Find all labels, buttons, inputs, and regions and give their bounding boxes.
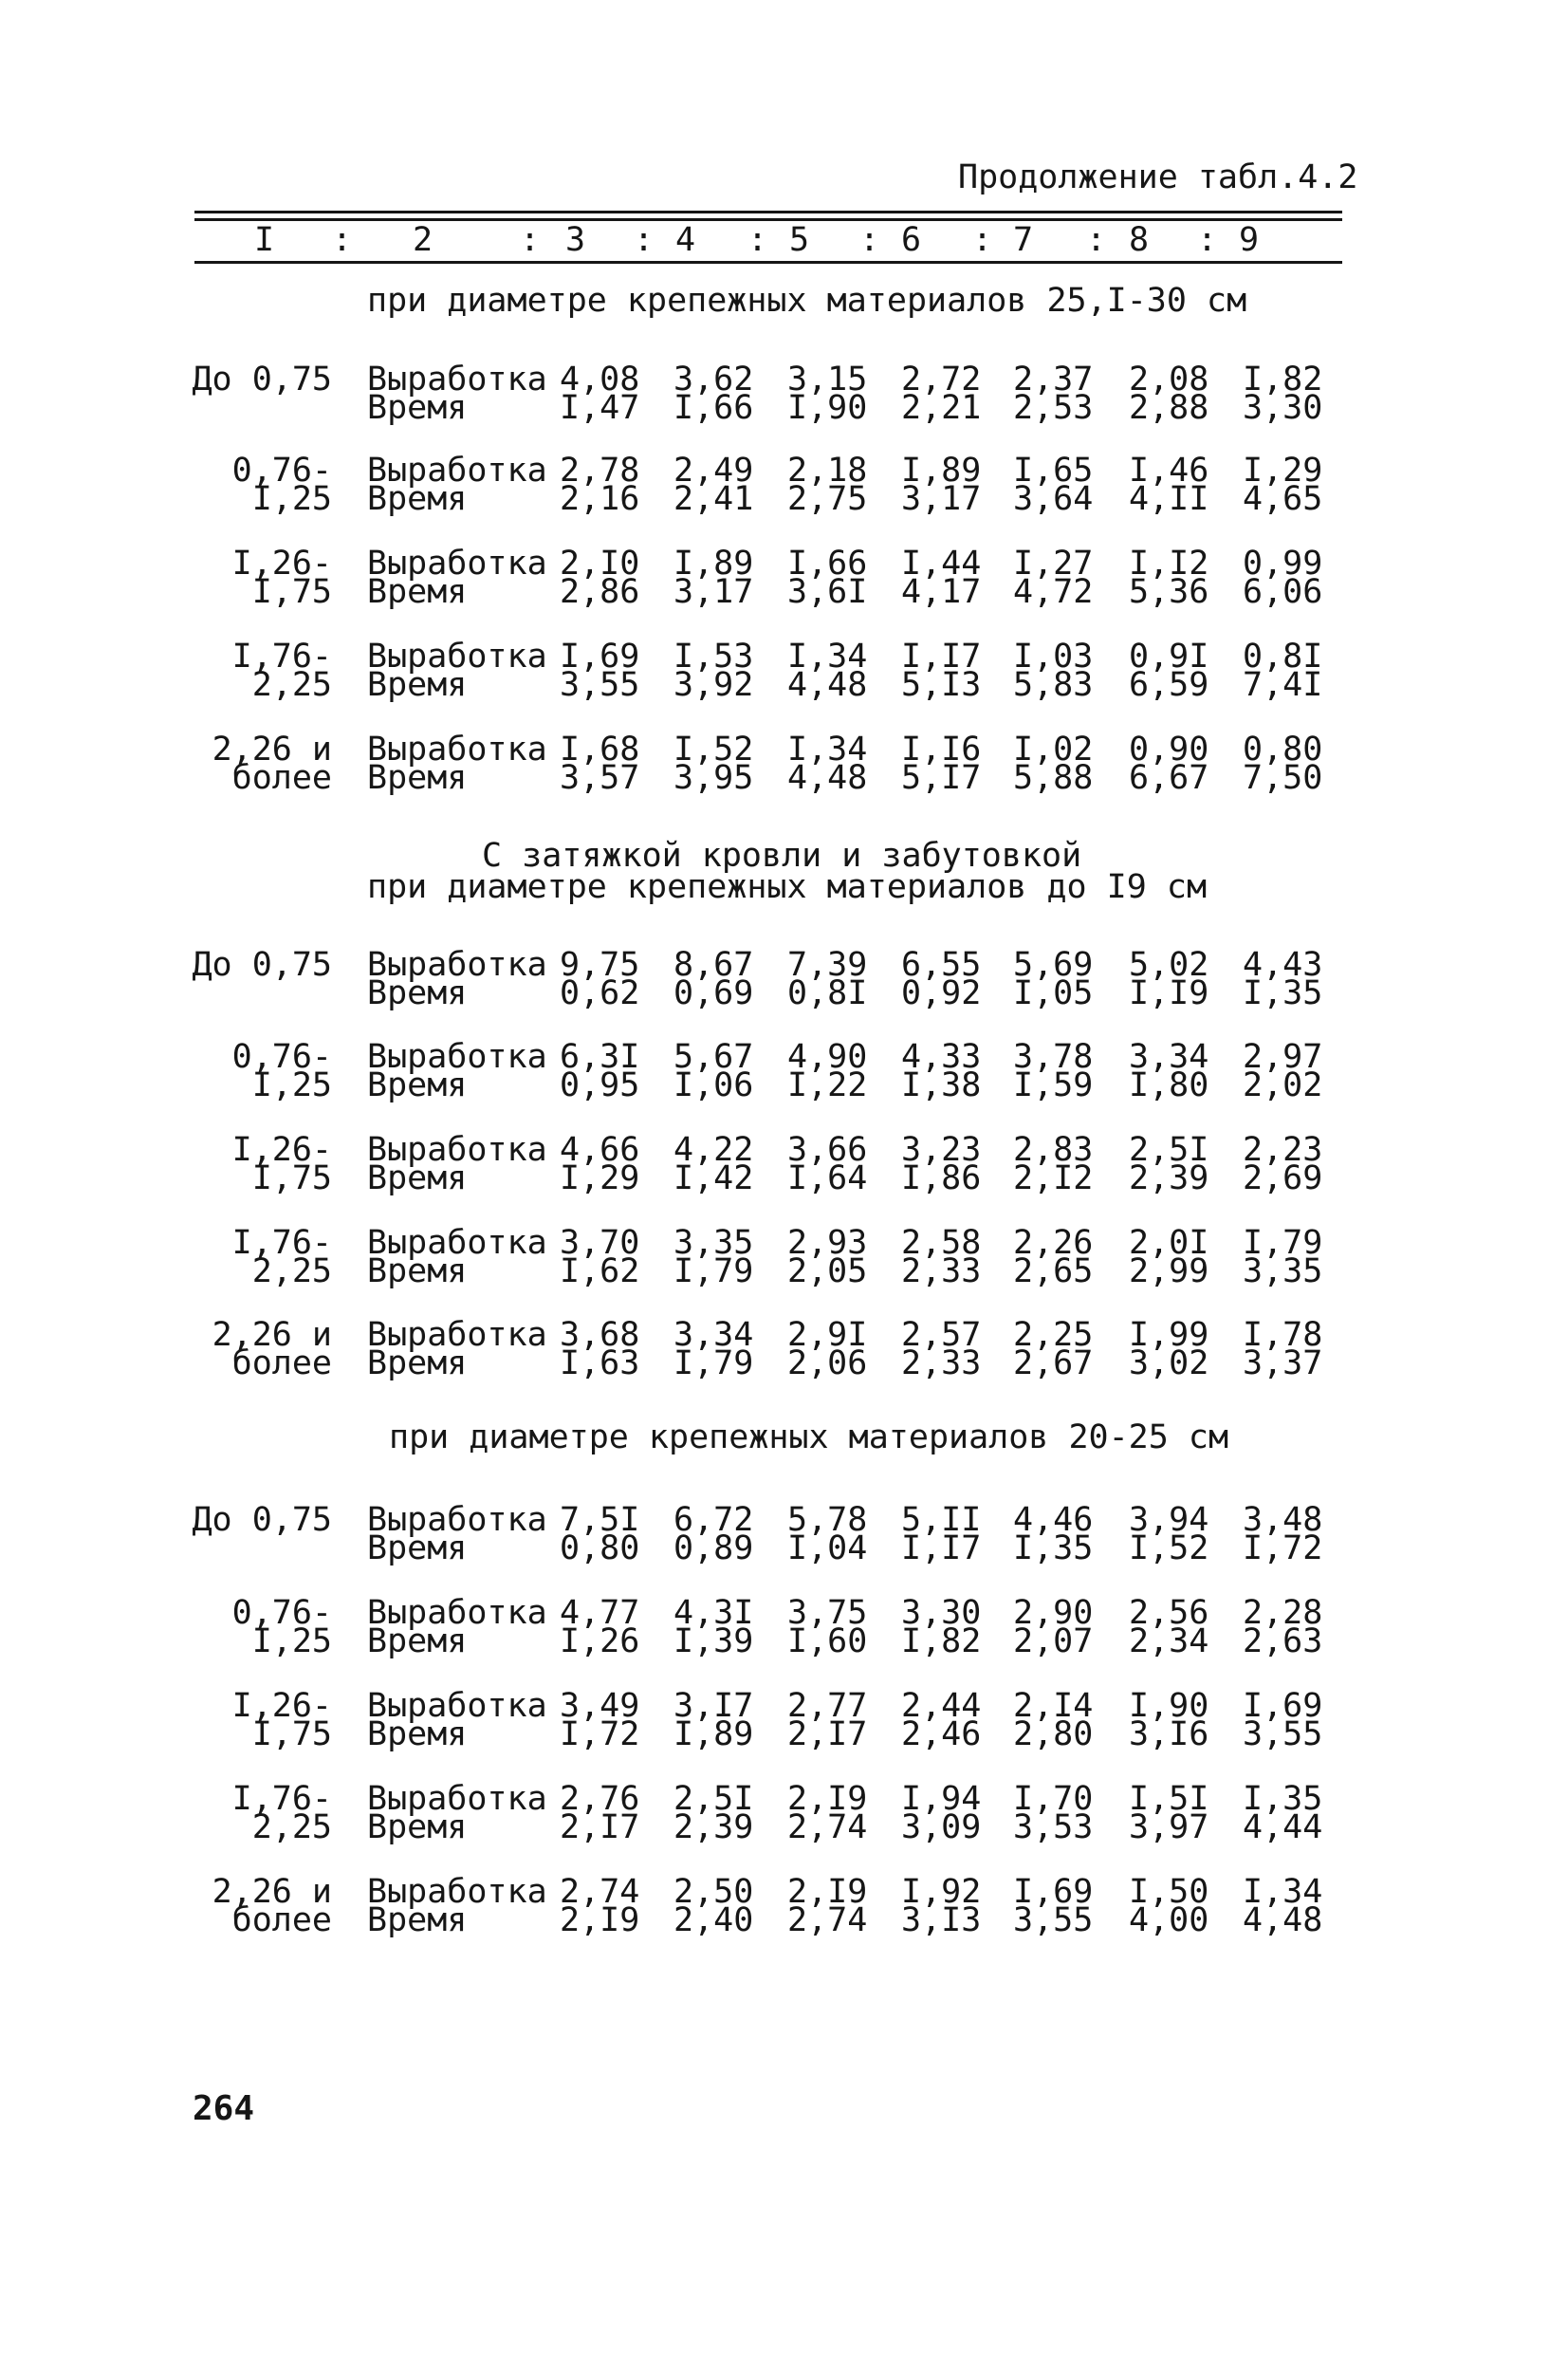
output-value: I,94 <box>901 1780 982 1818</box>
column-separator: : <box>1086 221 1107 259</box>
time-value: 3,92 <box>673 666 754 704</box>
output-value: 7,39 <box>787 946 868 984</box>
time-value: I,06 <box>673 1066 754 1104</box>
row-time-label: Время <box>367 1159 468 1197</box>
row-time-label: Время <box>367 974 468 1012</box>
output-value: 4,22 <box>673 1131 754 1169</box>
output-value: 3,35 <box>673 1224 754 1262</box>
output-value: I,27 <box>1013 545 1094 583</box>
output-value: 2,72 <box>901 361 982 398</box>
output-value: 3,70 <box>560 1224 640 1262</box>
time-value: 0,62 <box>560 974 640 1012</box>
output-value: 2,74 <box>560 1873 640 1911</box>
column-number: I <box>254 221 275 259</box>
top-rule <box>194 211 1342 213</box>
output-value: 9,75 <box>560 946 640 984</box>
row-output-label: Выработка <box>367 1131 547 1169</box>
time-value: 3,17 <box>673 573 754 611</box>
output-value: I,02 <box>1013 731 1094 769</box>
time-value: 2,63 <box>1243 1622 1323 1660</box>
time-value: 0,80 <box>560 1529 640 1567</box>
time-value: 4,48 <box>787 759 868 797</box>
output-value: 2,49 <box>673 452 754 490</box>
output-value: 0,9I <box>1129 638 1209 676</box>
output-value: 4,3I <box>673 1594 754 1632</box>
time-value: 3,64 <box>1013 480 1094 518</box>
output-value: 2,57 <box>901 1316 982 1354</box>
time-value: 2,74 <box>787 1901 868 1939</box>
time-value: 0,69 <box>673 974 754 1012</box>
time-value: 6,67 <box>1129 759 1209 797</box>
output-value: I,89 <box>901 452 982 490</box>
output-value: I,79 <box>1243 1224 1323 1262</box>
row-range-label: 2,26 и <box>212 1316 332 1354</box>
time-value: 3,02 <box>1129 1344 1209 1382</box>
row-output-label: Выработка <box>367 638 547 676</box>
output-value: I,70 <box>1013 1780 1094 1818</box>
output-value: I,34 <box>1243 1873 1323 1911</box>
time-value: 6,06 <box>1243 573 1323 611</box>
row-range-label: 2,25 <box>251 1808 332 1846</box>
time-value: 3,53 <box>1013 1808 1094 1846</box>
output-value: I,52 <box>673 731 754 769</box>
output-value: 7,5I <box>560 1501 640 1539</box>
row-range-label: I,75 <box>251 573 332 611</box>
output-value: I,I7 <box>901 638 982 676</box>
output-value: 2,83 <box>1013 1131 1094 1169</box>
output-value: 3,15 <box>787 361 868 398</box>
time-value: I,62 <box>560 1252 640 1290</box>
output-value: 3,66 <box>787 1131 868 1169</box>
time-value: 3,57 <box>560 759 640 797</box>
time-value: 0,92 <box>901 974 982 1012</box>
output-value: I,34 <box>787 731 868 769</box>
output-value: I,69 <box>560 638 640 676</box>
output-value: 4,77 <box>560 1594 640 1632</box>
time-value: 4,48 <box>1243 1901 1323 1939</box>
output-value: 3,75 <box>787 1594 868 1632</box>
output-value: I,66 <box>787 545 868 583</box>
time-value: 2,75 <box>787 480 868 518</box>
row-output-label: Выработка <box>367 1873 547 1911</box>
time-value: I,I7 <box>901 1529 982 1567</box>
output-value: 3,23 <box>901 1131 982 1169</box>
row-range-label: I,26- <box>231 1131 332 1169</box>
output-value: 2,77 <box>787 1687 868 1725</box>
column-number: 2 <box>413 221 434 259</box>
time-value: 2,88 <box>1129 389 1209 427</box>
output-value: 2,58 <box>901 1224 982 1262</box>
output-value: I,90 <box>1129 1687 1209 1725</box>
output-value: 3,78 <box>1013 1038 1094 1076</box>
output-value: I,89 <box>673 545 754 583</box>
output-value: 2,26 <box>1013 1224 1094 1262</box>
time-value: I,60 <box>787 1622 868 1660</box>
row-time-label: Время <box>367 1715 468 1753</box>
row-output-label: Выработка <box>367 1316 547 1354</box>
time-value: 3,55 <box>1013 1901 1094 1939</box>
row-range-label: I,25 <box>251 480 332 518</box>
row-range-label: I,76- <box>231 638 332 676</box>
row-time-label: Время <box>367 573 468 611</box>
output-value: 5,69 <box>1013 946 1094 984</box>
time-value: 2,07 <box>1013 1622 1094 1660</box>
row-output-label: Выработка <box>367 1594 547 1632</box>
column-separator: : <box>747 221 768 259</box>
row-output-label: Выработка <box>367 452 547 490</box>
output-value: 5,78 <box>787 1501 868 1539</box>
row-range-label: 2,26 и <box>212 1873 332 1911</box>
column-number: 6 <box>901 221 922 259</box>
column-number: 5 <box>789 221 810 259</box>
header-bottom-rule <box>194 261 1342 264</box>
output-value: 4,46 <box>1013 1501 1094 1539</box>
output-value: 2,9I <box>787 1316 868 1354</box>
output-value: 2,78 <box>560 452 640 490</box>
row-range-label: До 0,75 <box>192 946 332 984</box>
row-range-label: I,26- <box>231 545 332 583</box>
output-value: 3,49 <box>560 1687 640 1725</box>
output-value: I,29 <box>1243 452 1323 490</box>
time-value: 2,I9 <box>560 1901 640 1939</box>
row-time-label: Время <box>367 1808 468 1846</box>
output-value: 3,34 <box>673 1316 754 1354</box>
time-value: 5,I7 <box>901 759 982 797</box>
time-value: 2,33 <box>901 1344 982 1382</box>
page-number: 264 <box>193 2089 255 2128</box>
output-value: I,69 <box>1013 1873 1094 1911</box>
time-value: I,47 <box>560 389 640 427</box>
output-value: 2,50 <box>673 1873 754 1911</box>
time-value: I,90 <box>787 389 868 427</box>
time-value: I,80 <box>1129 1066 1209 1104</box>
output-value: 2,I9 <box>787 1873 868 1911</box>
time-value: 2,I2 <box>1013 1159 1094 1197</box>
row-range-label: 0,76- <box>231 1594 332 1632</box>
time-value: I,52 <box>1129 1529 1209 1567</box>
output-value: 2,5I <box>673 1780 754 1818</box>
output-value: 6,55 <box>901 946 982 984</box>
row-range-label: I,76- <box>231 1780 332 1818</box>
time-value: 2,74 <box>787 1808 868 1846</box>
output-value: I,92 <box>901 1873 982 1911</box>
output-value: I,I2 <box>1129 545 1209 583</box>
time-value: 3,97 <box>1129 1808 1209 1846</box>
time-value: 2,67 <box>1013 1344 1094 1382</box>
time-value: I,22 <box>787 1066 868 1104</box>
column-number: 8 <box>1129 221 1150 259</box>
row-output-label: Выработка <box>367 946 547 984</box>
output-value: 0,8I <box>1243 638 1323 676</box>
section-title: С затяжкой кровли и забутовкой <box>482 837 1082 875</box>
output-value: 3,94 <box>1129 1501 1209 1539</box>
row-range-label: I,26- <box>231 1687 332 1725</box>
continuation-label: Продолжение табл.4.2 <box>958 158 1358 196</box>
output-value: I,44 <box>901 545 982 583</box>
output-value: I,5I <box>1129 1780 1209 1818</box>
column-separator: : <box>1197 221 1218 259</box>
time-value: 5,I3 <box>901 666 982 704</box>
row-time-label: Время <box>367 1066 468 1104</box>
time-value: 4,17 <box>901 573 982 611</box>
output-value: 2,I9 <box>787 1780 868 1818</box>
time-value: 3,6I <box>787 573 868 611</box>
row-range-label: I,75 <box>251 1159 332 1197</box>
output-value: 2,76 <box>560 1780 640 1818</box>
output-value: 2,25 <box>1013 1316 1094 1354</box>
time-value: 3,17 <box>901 480 982 518</box>
column-number: 4 <box>675 221 696 259</box>
time-value: I,38 <box>901 1066 982 1104</box>
time-value: I,79 <box>673 1344 754 1382</box>
output-value: 2,90 <box>1013 1594 1094 1632</box>
output-value: I,99 <box>1129 1316 1209 1354</box>
time-value: I,42 <box>673 1159 754 1197</box>
output-value: 5,II <box>901 1501 982 1539</box>
row-range-label: более <box>231 1901 332 1939</box>
output-value: 4,33 <box>901 1038 982 1076</box>
time-value: 2,21 <box>901 389 982 427</box>
time-value: 2,39 <box>1129 1159 1209 1197</box>
time-value: 2,33 <box>901 1252 982 1290</box>
output-value: 3,34 <box>1129 1038 1209 1076</box>
row-time-label: Время <box>367 759 468 797</box>
time-value: 6,59 <box>1129 666 1209 704</box>
output-value: 8,67 <box>673 946 754 984</box>
time-value: 3,I6 <box>1129 1715 1209 1753</box>
output-value: 4,66 <box>560 1131 640 1169</box>
time-value: 7,50 <box>1243 759 1323 797</box>
output-value: 2,44 <box>901 1687 982 1725</box>
time-value: 2,39 <box>673 1808 754 1846</box>
output-value: 2,08 <box>1129 361 1209 398</box>
output-value: 6,72 <box>673 1501 754 1539</box>
time-value: I,35 <box>1013 1529 1094 1567</box>
time-value: 0,8I <box>787 974 868 1012</box>
time-value: 3,37 <box>1243 1344 1323 1382</box>
output-value: I,65 <box>1013 452 1094 490</box>
output-value: 2,97 <box>1243 1038 1323 1076</box>
column-separator: : <box>972 221 993 259</box>
row-range-label: 2,25 <box>251 666 332 704</box>
time-value: 2,65 <box>1013 1252 1094 1290</box>
time-value: I,I9 <box>1129 974 1209 1012</box>
time-value: 2,41 <box>673 480 754 518</box>
time-value: 2,05 <box>787 1252 868 1290</box>
output-value: I,46 <box>1129 452 1209 490</box>
time-value: 3,30 <box>1243 389 1323 427</box>
output-value: 2,18 <box>787 452 868 490</box>
time-value: I,79 <box>673 1252 754 1290</box>
row-output-label: Выработка <box>367 1038 547 1076</box>
output-value: 2,0I <box>1129 1224 1209 1262</box>
column-separator: : <box>520 221 541 259</box>
output-value: I,78 <box>1243 1316 1323 1354</box>
time-value: 5,36 <box>1129 573 1209 611</box>
output-value: I,82 <box>1243 361 1323 398</box>
output-value: I,53 <box>673 638 754 676</box>
time-value: 2,16 <box>560 480 640 518</box>
time-value: 4,00 <box>1129 1901 1209 1939</box>
time-value: 2,53 <box>1013 389 1094 427</box>
output-value: I,34 <box>787 638 868 676</box>
time-value: I,72 <box>560 1715 640 1753</box>
output-value: 2,28 <box>1243 1594 1323 1632</box>
row-range-label: 2,26 и <box>212 731 332 769</box>
top-rule-second <box>194 218 1342 221</box>
output-value: 5,02 <box>1129 946 1209 984</box>
column-separator: : <box>332 221 353 259</box>
row-time-label: Время <box>367 389 468 427</box>
time-value: I,86 <box>901 1159 982 1197</box>
time-value: I,72 <box>1243 1529 1323 1567</box>
time-value: I,89 <box>673 1715 754 1753</box>
output-value: 4,08 <box>560 361 640 398</box>
time-value: 4,48 <box>787 666 868 704</box>
time-value: 5,83 <box>1013 666 1094 704</box>
row-range-label: I,75 <box>251 1715 332 1753</box>
output-value: 2,56 <box>1129 1594 1209 1632</box>
time-value: 2,40 <box>673 1901 754 1939</box>
time-value: 4,II <box>1129 480 1209 518</box>
row-time-label: Время <box>367 1622 468 1660</box>
column-separator: : <box>859 221 880 259</box>
time-value: I,39 <box>673 1622 754 1660</box>
row-range-label: I,25 <box>251 1622 332 1660</box>
time-value: I,64 <box>787 1159 868 1197</box>
row-range-label: До 0,75 <box>192 361 332 398</box>
row-range-label: более <box>231 759 332 797</box>
row-range-label: 2,25 <box>251 1252 332 1290</box>
time-value: 2,I7 <box>787 1715 868 1753</box>
row-output-label: Выработка <box>367 361 547 398</box>
row-range-label: До 0,75 <box>192 1501 332 1539</box>
output-value: 3,62 <box>673 361 754 398</box>
row-range-label: I,76- <box>231 1224 332 1262</box>
section-subtitle: при диаметре крепежных материалов до I9 см <box>367 868 1208 906</box>
time-value: 2,86 <box>560 573 640 611</box>
row-time-label: Время <box>367 1344 468 1382</box>
section-title: при диаметре крепежных материалов 20-25 см <box>389 1418 1229 1456</box>
time-value: I,04 <box>787 1529 868 1567</box>
output-value: 4,43 <box>1243 946 1323 984</box>
time-value: I,29 <box>560 1159 640 1197</box>
output-value: 2,I4 <box>1013 1687 1094 1725</box>
output-value: 6,3I <box>560 1038 640 1076</box>
output-value: 0,90 <box>1129 731 1209 769</box>
section-title: при диаметре крепежных материалов 25,I-30 см <box>367 282 1247 320</box>
time-value: 2,34 <box>1129 1622 1209 1660</box>
row-output-label: Выработка <box>367 1224 547 1262</box>
output-value: 2,37 <box>1013 361 1094 398</box>
row-output-label: Выработка <box>367 1687 547 1725</box>
column-number: 3 <box>565 221 586 259</box>
row-time-label: Время <box>367 480 468 518</box>
time-value: 3,55 <box>1243 1715 1323 1753</box>
time-value: I,82 <box>901 1622 982 1660</box>
row-output-label: Выработка <box>367 1501 547 1539</box>
output-value: 5,67 <box>673 1038 754 1076</box>
row-output-label: Выработка <box>367 1780 547 1818</box>
time-value: 2,06 <box>787 1344 868 1382</box>
time-value: 5,88 <box>1013 759 1094 797</box>
time-value: I,59 <box>1013 1066 1094 1104</box>
time-value: 0,89 <box>673 1529 754 1567</box>
output-value: 2,23 <box>1243 1131 1323 1169</box>
time-value: I,66 <box>673 389 754 427</box>
output-value: I,03 <box>1013 638 1094 676</box>
time-value: 0,95 <box>560 1066 640 1104</box>
time-value: 3,55 <box>560 666 640 704</box>
time-value: I,63 <box>560 1344 640 1382</box>
row-time-label: Время <box>367 1901 468 1939</box>
output-value: 0,80 <box>1243 731 1323 769</box>
output-value: 2,93 <box>787 1224 868 1262</box>
output-value: I,69 <box>1243 1687 1323 1725</box>
time-value: 4,72 <box>1013 573 1094 611</box>
column-number: 7 <box>1013 221 1034 259</box>
output-value: 2,5I <box>1129 1131 1209 1169</box>
row-range-label: 0,76- <box>231 1038 332 1076</box>
row-range-label: более <box>231 1344 332 1382</box>
output-value: 3,48 <box>1243 1501 1323 1539</box>
column-number: 9 <box>1239 221 1260 259</box>
time-value: 2,69 <box>1243 1159 1323 1197</box>
time-value: I,05 <box>1013 974 1094 1012</box>
time-value: 3,09 <box>901 1808 982 1846</box>
time-value: 7,4I <box>1243 666 1323 704</box>
time-value: 2,80 <box>1013 1715 1094 1753</box>
output-value: I,50 <box>1129 1873 1209 1911</box>
time-value: I,35 <box>1243 974 1323 1012</box>
output-value: 4,90 <box>787 1038 868 1076</box>
row-range-label: I,25 <box>251 1066 332 1104</box>
time-value: I,26 <box>560 1622 640 1660</box>
output-value: I,68 <box>560 731 640 769</box>
time-value: 2,I7 <box>560 1808 640 1846</box>
column-separator: : <box>634 221 655 259</box>
row-time-label: Время <box>367 1252 468 1290</box>
output-value: 3,68 <box>560 1316 640 1354</box>
time-value: 4,65 <box>1243 480 1323 518</box>
row-output-label: Выработка <box>367 731 547 769</box>
output-value: 3,30 <box>901 1594 982 1632</box>
time-value: 2,02 <box>1243 1066 1323 1104</box>
time-value: 3,95 <box>673 759 754 797</box>
time-value: 3,35 <box>1243 1252 1323 1290</box>
time-value: 4,44 <box>1243 1808 1323 1846</box>
row-time-label: Время <box>367 1529 468 1567</box>
row-range-label: 0,76- <box>231 452 332 490</box>
time-value: 3,I3 <box>901 1901 982 1939</box>
output-value: 0,99 <box>1243 545 1323 583</box>
time-value: 2,46 <box>901 1715 982 1753</box>
output-value: 3,I7 <box>673 1687 754 1725</box>
output-value: I,35 <box>1243 1780 1323 1818</box>
output-value: I,I6 <box>901 731 982 769</box>
row-output-label: Выработка <box>367 545 547 583</box>
time-value: 2,99 <box>1129 1252 1209 1290</box>
output-value: 2,I0 <box>560 545 640 583</box>
row-time-label: Время <box>367 666 468 704</box>
